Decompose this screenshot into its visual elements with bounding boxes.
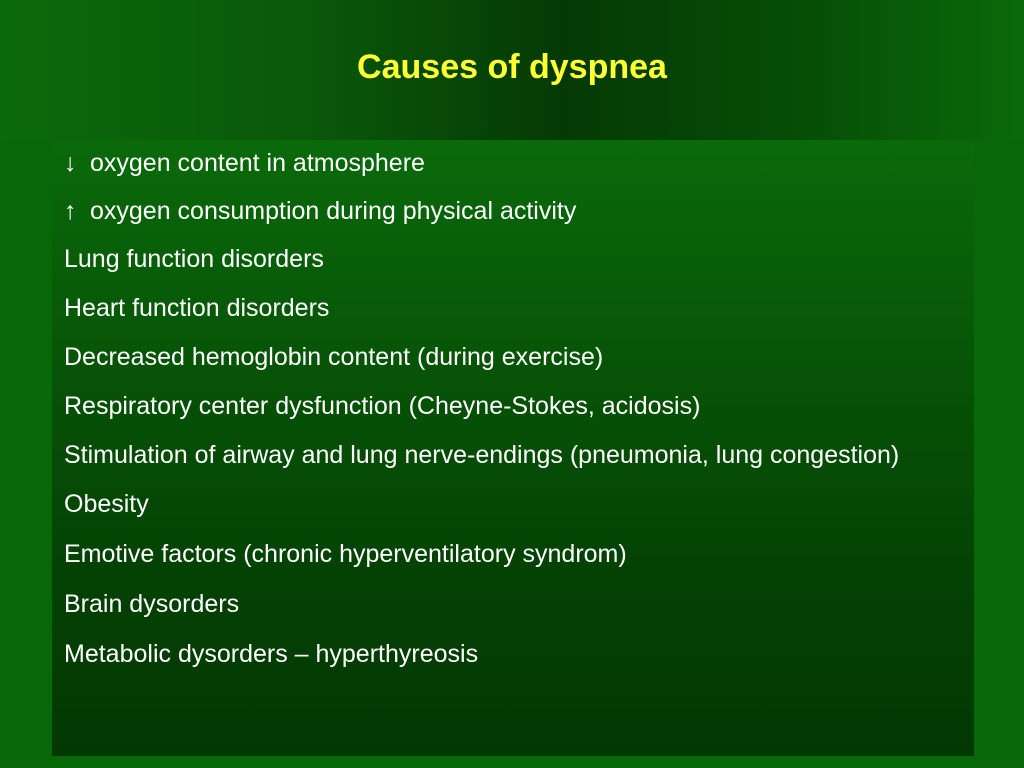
list-item [64,191,964,231]
cause-list [64,143,964,683]
list-item [64,337,964,377]
down-arrow-icon: ↓ [64,149,77,177]
list-item-text: Heart function disorders [64,294,330,322]
list-item-text: Emotive factors (chronic hyperventilatory syndrom) [64,540,627,568]
list-item-text: Respiratory center dysfunction (Cheyne-Stokes, acidosis) [64,392,701,420]
up-arrow-icon: ↑ [64,197,77,225]
list-item [64,143,964,183]
list-item [64,386,964,426]
list-item [64,239,964,279]
list-item [64,634,964,674]
list-item [64,534,964,574]
list-item [64,484,964,524]
list-item-text: oxygen content in atmosphere [90,149,425,177]
slide-title: Causes of dyspnea [357,48,667,86]
list-item-text: Decreased hemoglobin content (during exercise) [64,343,604,371]
list-item-text: oxygen consumption during physical activity [90,197,577,225]
list-item-text: Metabolic dysorders – hyperthyreosis [64,640,479,668]
list-item-text: Obesity [64,490,149,518]
list-item [64,435,964,475]
list-item-text: Stimulation of airway and lung nerve-endings (pneumonia, lung congestion) [64,441,900,469]
list-item-text: Brain dysorders [64,590,240,618]
list-item-text: Lung function disorders [64,245,324,273]
list-item [64,288,964,328]
list-item [64,584,964,624]
